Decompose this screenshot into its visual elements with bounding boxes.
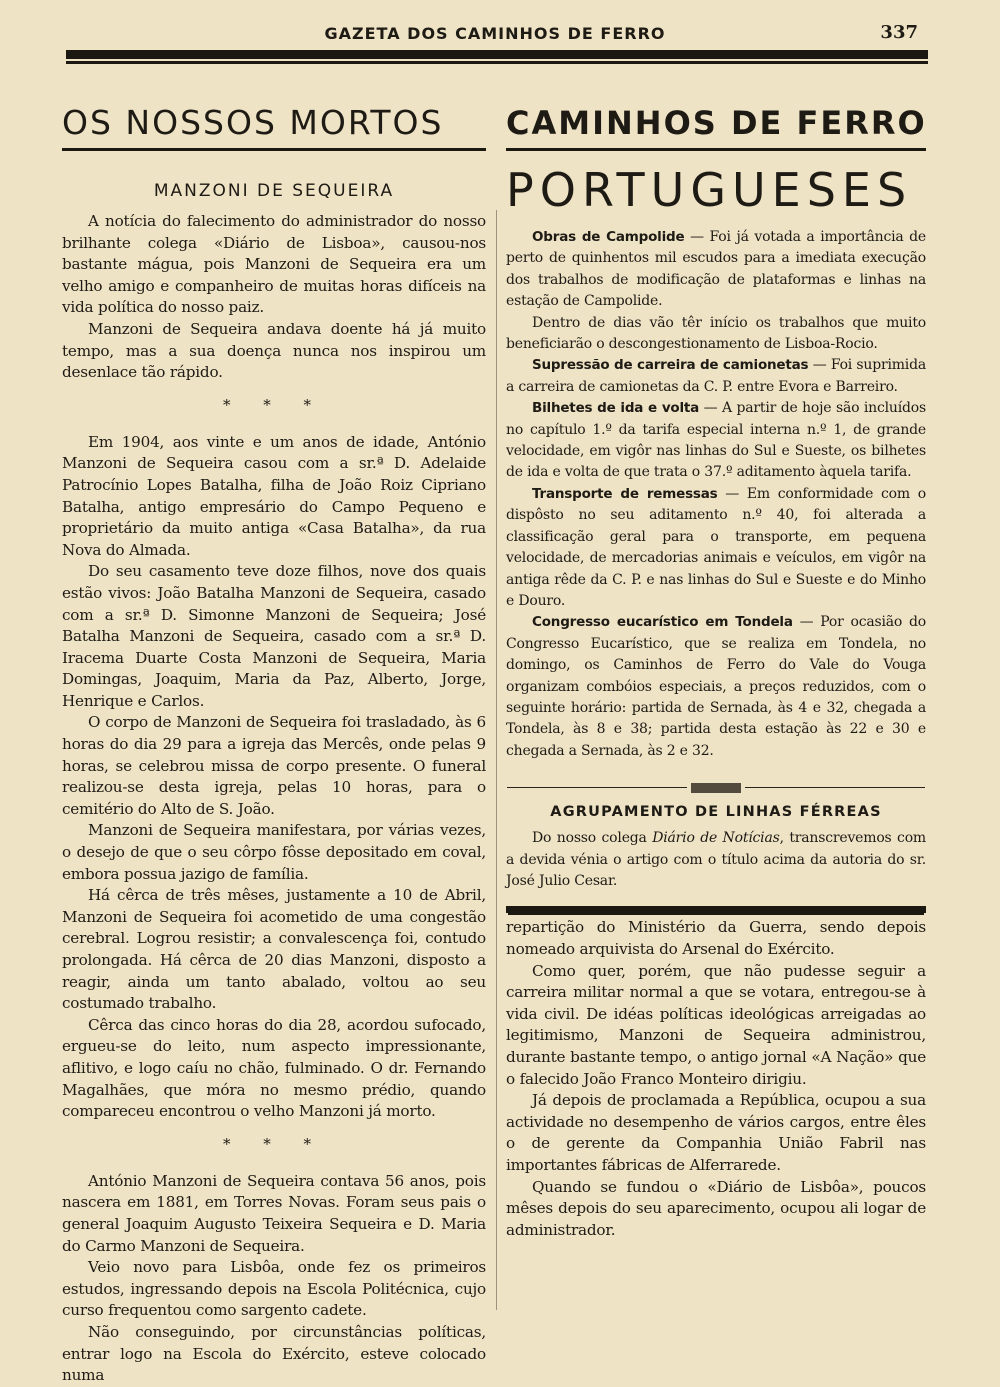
column-divider — [496, 210, 497, 1310]
obituary-body — [62, 211, 486, 1387]
header-rule — [66, 50, 928, 61]
paragraph: Cêrca das cinco horas do dia 28, acordou sufocado, ergueu-se do leito, num aspecto impressionante, aflitivo, e logo caíu no chão, fulminado. O dr. Fernando Magalhães, que móra no mesmo prédio, quando compareceu encontrou o velho Manzoni já morto. — [62, 1015, 486, 1121]
news-text: — A partir de hoje são incluídos no capítulo 1.º da tarifa especial interna n.º 1, de grande velocidade, em vigôr nas linhas do Sul e Sueste, os bilhetes de ida e volta de que trata o 37.º aditamento àquela tarifa. — [506, 400, 926, 481]
paragraph: Quando se fundou o «Diário de Lisbôa», poucos mêses depois do seu aparecimento, ocupou ali logar de administrador. — [506, 1177, 926, 1239]
paragraph: Manzoni de Sequeira andava doente há já muito tempo, mas a sua doença nunca nos inspirou um desenlace tão rápido. — [62, 319, 486, 382]
section-intro — [506, 828, 926, 892]
obituary-column — [62, 100, 486, 1387]
news-text: Dentro de dias vão têr início os trabalhos que muito beneficiarão o descongestionamento de Lisboa-Rocio. — [506, 314, 926, 353]
news-text: — Em conformidade com o dispôsto no seu aditamento n.º 40, foi alterada a classificação geral para o transporte, em pequena velocidade, de mercadorias animais e veículos, em vigôr na antiga rêde da C. P. e nas linhas do Sul e Sueste e do Minho e Douro. — [506, 485, 926, 609]
title-rule — [506, 148, 926, 151]
paragraph: Do seu casamento teve doze filhos, nove dos quais estão vivos: João Batalha Manzoni de Sequeira, casado com a sr.ª D. Simonne Manzoni de Sequeira; José Batalha Manzoni de Sequeira, casado com a sr.ª D. Iracema Duarte Costa Manzoni de Sequeira, Maria Domingas, Joaquim, Maria da Paz, Alberto, Jorge, Henrique e Carlos. — [62, 562, 486, 710]
section-stars: * * * — [222, 1134, 326, 1153]
paragraph: O corpo de Manzoni de Sequeira foi trasladado, às 6 horas do dia 29 para a igreja das Mercês, onde pelas 9 horas, se celebrou missa de corpo presente. O funeral realizou-se desta igreja, pelas 10 horas, para o cemitério do Alto de S. João. — [62, 713, 486, 818]
obituary-subhead: MANZONI DE SEQUEIRA — [153, 181, 395, 201]
railways-title-2: PORTUGUESES — [506, 163, 913, 217]
paragraph: António Manzoni de Sequeira contava 56 anos, pois nascera em 1881, em Torres Novas. Foram seus pais o general Joaquim Augusto Teixeira Sequeira e D. Maria do Carmo Manzoni de Sequeira. — [62, 1171, 486, 1255]
intro-text: , transcrevemos com a devida vénia o artigo com o título acima da autoria do sr. José Julio Cesar. — [506, 830, 927, 889]
news-head: Congresso eucarístico em Tondela — [532, 614, 793, 631]
news-head: Supressão de carreira de camionetas — [532, 357, 809, 374]
paragraph: Em 1904, aos vinte e um anos de idade, António Manzoni de Sequeira casou com a sr.ª D. Adelaide Patrocínio Lopes Batalha, filha de João Roiz Cipriano Batalha, antigo empresário do Campo Pequeno e proprietário da muito antiga «Casa Batalha», da rua Nova do Almada. — [62, 432, 486, 559]
news-text: — Por ocasião do Congresso Eucarístico, que se realiza em Tondela, no domingo, os Caminhos de Ferro do Vale do Vouga organizam combóios especiais, a preços reduzidos, com o seguinte horário: partida de Sernada, às 4 e 32, chegada a Tondela, às 8 e 38; partida desta estação às 22 e 30 e chegada a Sernada, às 2 e 32. — [506, 614, 926, 759]
news-item — [506, 313, 926, 356]
section-rule — [506, 906, 926, 913]
train-ornament-icon — [506, 780, 926, 794]
news-item — [506, 612, 926, 762]
running-title: GAZETA DOS CAMINHOS DE FERRO — [324, 24, 666, 43]
news-head: Bilhetes de ida e volta — [532, 400, 700, 417]
paragraph: Há cêrca de três mêses, justamente a 10 de Abril, Manzoni de Sequeira foi acometido de uma congestão cerebral. Logrou resistir; a convalescença foi, contudo prolongada. Há cêrca de 20 dias Manzoni, disposto a reagir, ainda um tanto abalado, voltou ao seu costumado trabalho. — [62, 886, 486, 1013]
page-number: 337 — [880, 22, 918, 43]
section-stars: * * * — [222, 395, 326, 414]
paragraph: Como quer, porém, que não pudesse seguir a carreira militar normal a que se votara, entregou-se à vida civil. De idéas políticas ideológicas arreigadas ao legitimismo, Manzoni de Sequeira administrou, durante bastante tempo, o antigo jornal «A Nação» que o falecido João Franco Monteiro dirigiu. — [506, 961, 926, 1088]
paragraph: repartição do Ministério da Guerra, sendo depois nomeado arquivista do Arsenal do Exército. — [506, 918, 926, 958]
paragraph: Não conseguindo, por circunstâncias políticas, entrar logo na Escola do Exército, esteve colocado numa — [62, 1322, 486, 1385]
news-item — [506, 398, 926, 484]
intro-text: Do nosso colega — [532, 830, 653, 847]
news-item — [506, 355, 926, 398]
obituary-title: OS NOSSOS MORTOS — [62, 103, 444, 142]
railways-column — [506, 100, 926, 1241]
paragraph: Manzoni de Sequeira manifestara, por várias vezes, o desejo de que o seu côrpo fôsse depositado em coval, embora possua jazigo de família. — [62, 821, 486, 883]
section-title: AGRUPAMENTO DE LINHAS FÉRREAS — [550, 804, 882, 821]
title-rule — [62, 148, 486, 151]
paragraph: Veio novo para Lisbôa, onde fez os primeiros estudos, ingressando depois na Escola Politécnica, cujo curso frequentou como sargento cadete. — [62, 1258, 486, 1320]
obituary-continuation — [506, 917, 926, 1241]
news-text: — Foi já votada a importância de perto de quinhentos mil escudos para a imediata execução dos trabalhos de modificação de plataformas e linhas na estação de Campolide. — [506, 229, 926, 310]
intro-source: Diário de Notícias — [652, 830, 780, 847]
paragraph: Já depois de proclamada a República, ocupou a sua actividade no desempenho de vários cargos, entre êles o de gerente da Companhia União Fabril nas importantes fábricas de Alferrarede. — [506, 1091, 926, 1174]
news-item — [506, 484, 926, 612]
paragraph: A notícia do falecimento do administrador do nosso brilhante colega «Diário de Lisboa», causou-nos bastante mágua, pois Manzoni de Sequeira era um velho amigo e companheiro de muitas horas difíceis na vida política do nosso paiz. — [62, 212, 486, 317]
news-head: Transporte de remessas — [532, 485, 718, 502]
news-text: — Foi suprimida a carreira de camionetas da C. P. entre Evora e Barreiro. — [506, 357, 926, 395]
news-items — [506, 227, 926, 762]
news-item — [506, 227, 926, 313]
news-head: Obras de Campolide — [532, 229, 685, 245]
railways-title: CAMINHOS DE FERRO — [506, 104, 927, 142]
